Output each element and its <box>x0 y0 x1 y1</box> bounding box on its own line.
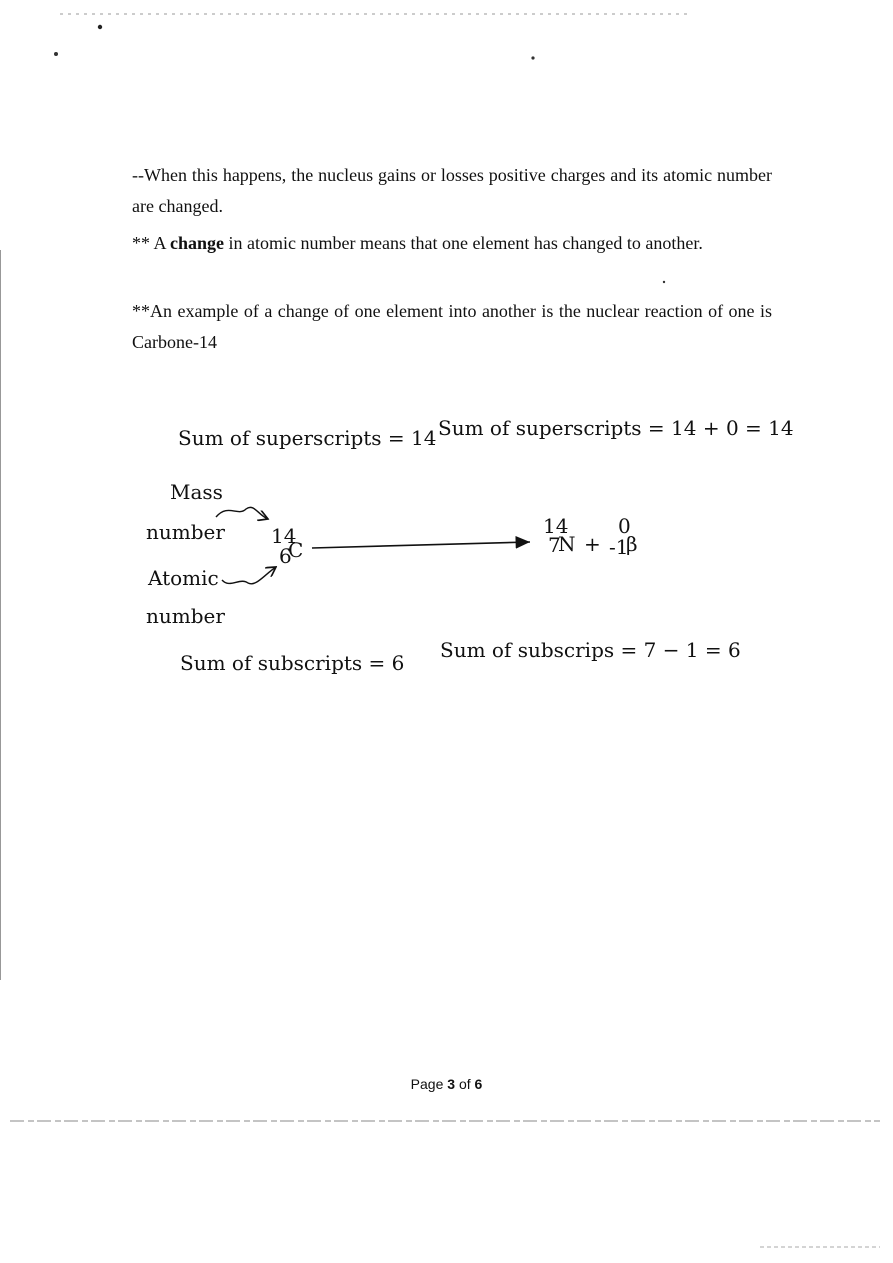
sum-subscripts-left: Sum of subscripts = 6 <box>180 651 405 675</box>
label-mass: Mass <box>170 480 223 504</box>
plus-sign: + <box>584 532 601 556</box>
nitrogen-symbol: N <box>558 532 576 556</box>
label-atomic-number: number <box>146 604 225 628</box>
carbon-14-decay-diagram <box>0 395 893 695</box>
paragraph-nucleus-change: --When this happens, the nucleus gains or losses positive charges and its atomic number are changed. <box>132 165 772 216</box>
paragraph-carbon-example: **An example of a change of one element into another is the nuclear reaction of one is Carbone-14 <box>132 301 772 352</box>
sum-superscripts-left: Sum of superscripts = 14 <box>178 426 437 450</box>
nitrogen-atomic-number: 7 <box>548 533 561 557</box>
paragraph-atomic-number-change <box>132 228 772 259</box>
beta-mass-number: 0 <box>618 514 631 538</box>
nitrogen-mass-number: 14 <box>543 514 569 538</box>
p2-prefix: ** A <box>132 233 171 253</box>
label-atomic: Atomic <box>148 566 219 590</box>
carbon-symbol: C <box>288 538 304 562</box>
page-word: Page <box>410 1076 444 1092</box>
beta-atomic-number: -1 <box>609 535 629 559</box>
p2-rest: in atomic number means that one element has changed to another. <box>224 233 703 253</box>
sum-subscripts-right: Sum of subscrips = 7 − 1 = 6 <box>440 638 741 662</box>
label-mass-number: number <box>146 520 225 544</box>
mass-pointer-arrow <box>216 507 268 519</box>
page-footer <box>0 1076 893 1092</box>
of-word: of <box>458 1076 471 1092</box>
carbon-atomic-number: 6 <box>279 544 292 568</box>
atomic-pointer-arrow <box>222 567 276 584</box>
carbon-mass-number: 14 <box>271 524 297 548</box>
page-current: 3 <box>447 1076 456 1092</box>
sum-superscripts-right: Sum of superscripts = 14 + 0 = 14 <box>438 416 794 440</box>
beta-symbol: β <box>626 532 638 556</box>
p2-bold-word: change <box>170 233 225 253</box>
reaction-arrow <box>312 542 530 548</box>
page-total: 6 <box>474 1076 483 1092</box>
